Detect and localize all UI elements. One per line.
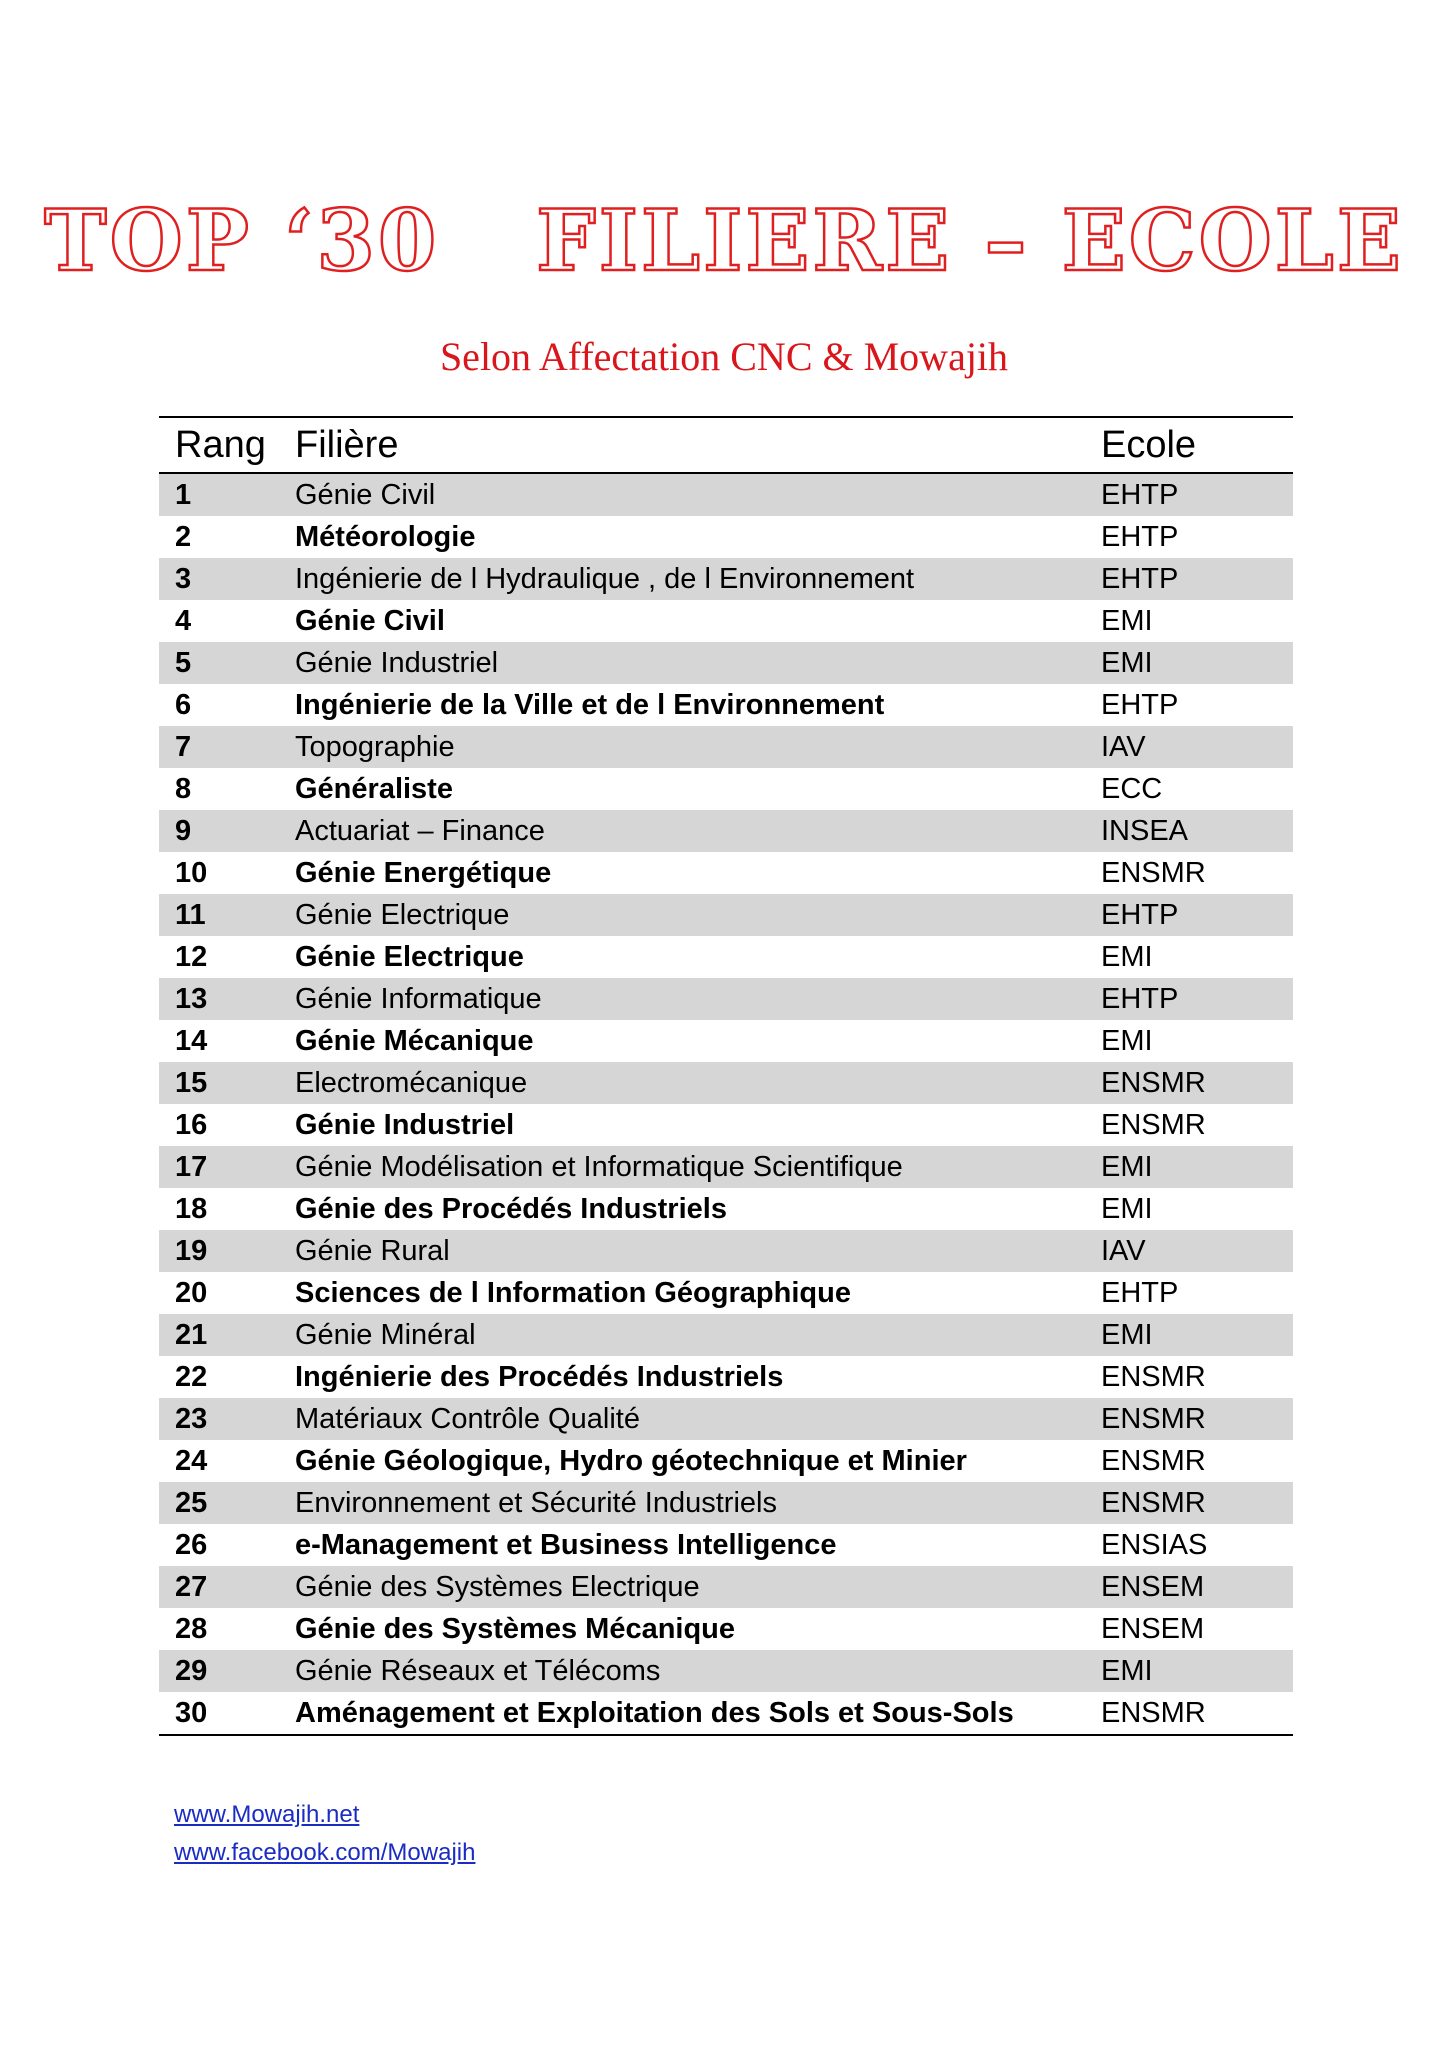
table-row [159, 1104, 1293, 1146]
website-link[interactable]: www.Mowajih.net [174, 1801, 360, 1828]
rank-cell: 30 [175, 1696, 208, 1729]
facebook-link[interactable]: www.facebook.com/Mowajih [174, 1839, 476, 1866]
rank-cell: 17 [175, 1150, 208, 1183]
ecole-cell: EMI [1101, 1024, 1153, 1057]
rank-cell: 6 [175, 688, 192, 721]
ecole-cell: EHTP [1101, 478, 1179, 511]
rank-cell: 18 [175, 1192, 208, 1225]
rank-cell: 9 [175, 814, 192, 847]
ecole-cell: ENSMR [1101, 1696, 1206, 1729]
ecole-cell: IAV [1101, 730, 1146, 763]
filiere-cell: Génie Electrique [295, 940, 524, 973]
filiere-cell: Génie Civil [295, 478, 436, 511]
table-row [159, 1524, 1293, 1566]
table-body [159, 474, 1293, 1734]
table-row [159, 1608, 1293, 1650]
rank-cell: 22 [175, 1360, 208, 1393]
table-row [159, 1650, 1293, 1692]
ecole-cell: EHTP [1101, 982, 1179, 1015]
rank-cell: 1 [175, 478, 192, 511]
ecole-cell: ENSMR [1101, 1402, 1206, 1435]
rank-cell: 23 [175, 1402, 208, 1435]
ecole-cell: EMI [1101, 646, 1153, 679]
table-row [159, 894, 1293, 936]
filiere-cell: Météorologie [295, 520, 476, 553]
rank-cell: 14 [175, 1024, 208, 1057]
table-row [159, 726, 1293, 768]
rank-cell: 21 [175, 1318, 208, 1351]
filiere-cell: Génie des Procédés Industriels [295, 1192, 727, 1225]
table-row [159, 1230, 1293, 1272]
table-row [159, 1482, 1293, 1524]
filiere-cell: Génie Géologique, Hydro géotechnique et Minier [295, 1444, 967, 1477]
rank-cell: 26 [175, 1528, 208, 1561]
ecole-cell: ENSMR [1101, 1360, 1206, 1393]
table-header [159, 418, 1293, 474]
filiere-cell: Génie des Systèmes Mécanique [295, 1612, 736, 1645]
ecole-cell: EMI [1101, 1192, 1153, 1225]
table-row [159, 558, 1293, 600]
table-row [159, 810, 1293, 852]
rank-cell: 28 [175, 1612, 208, 1645]
rank-cell: 16 [175, 1108, 208, 1141]
rank-cell: 20 [175, 1276, 208, 1309]
filiere-cell: Génie Rural [295, 1234, 450, 1267]
ecole-cell: IAV [1101, 1234, 1146, 1267]
filiere-cell: Sciences de l Information Géographique [295, 1276, 851, 1309]
page-subtitle: Selon Affectation CNC & Mowajih [439, 334, 1009, 379]
ecole-cell: EHTP [1101, 898, 1179, 931]
ecole-cell: EHTP [1101, 520, 1179, 553]
rank-cell: 13 [175, 982, 208, 1015]
filiere-cell: Ingénierie de la Ville et de l Environnement [295, 688, 885, 721]
table-row [159, 1692, 1293, 1734]
rank-cell: 7 [175, 730, 192, 763]
ecole-cell: ENSMR [1101, 1444, 1206, 1477]
ecole-cell: ENSMR [1101, 856, 1206, 889]
table-row [159, 1020, 1293, 1062]
table-row [159, 852, 1293, 894]
filiere-cell: Génie Civil [295, 604, 445, 637]
filiere-cell: Génie Réseaux et Télécoms [295, 1654, 661, 1687]
table-row [159, 1188, 1293, 1230]
filiere-cell: Génie Electrique [295, 898, 510, 931]
table-row [159, 1062, 1293, 1104]
table-row [159, 684, 1293, 726]
rank-cell: 24 [175, 1444, 208, 1477]
filiere-cell: e-Management et Business Intelligence [295, 1528, 837, 1561]
ecole-cell: ENSEM [1101, 1570, 1205, 1603]
ecole-cell: ENSIAS [1101, 1528, 1208, 1561]
ecole-cell: ECC [1101, 772, 1163, 805]
filiere-cell: Génie Mécanique [295, 1024, 534, 1057]
table-row [159, 642, 1293, 684]
rank-cell: 15 [175, 1066, 208, 1099]
ecole-cell: EMI [1101, 1654, 1153, 1687]
rank-cell: 5 [175, 646, 192, 679]
filiere-cell: Actuariat – Finance [295, 814, 545, 847]
table-row [159, 768, 1293, 810]
table-row [159, 936, 1293, 978]
ecole-cell: ENSEM [1101, 1612, 1205, 1645]
filiere-cell: Electromécanique [295, 1066, 528, 1099]
rank-cell: 4 [175, 604, 192, 637]
table-row [159, 1356, 1293, 1398]
table-row [159, 978, 1293, 1020]
header-filiere: Filière [295, 423, 399, 466]
rank-cell: 2 [175, 520, 192, 553]
page-title: TOP ‘30 FILIERE – ECOLE [44, 191, 1404, 290]
table-row [159, 1440, 1293, 1482]
ecole-cell: EMI [1101, 1318, 1153, 1351]
filiere-cell: Topographie [295, 730, 455, 763]
filiere-cell: Génie Minéral [295, 1318, 476, 1351]
table-row [159, 1398, 1293, 1440]
rank-cell: 29 [175, 1654, 208, 1687]
table-row [159, 474, 1293, 516]
filiere-cell: Génie Informatique [295, 982, 542, 1015]
rank-cell: 27 [175, 1570, 208, 1603]
rank-cell: 12 [175, 940, 208, 973]
table-row [159, 600, 1293, 642]
table-row [159, 1272, 1293, 1314]
filiere-cell: Génie Industriel [295, 646, 499, 679]
filiere-cell: Génie Modélisation et Informatique Scientifique [295, 1150, 903, 1183]
filiere-cell: Génie des Systèmes Electrique [295, 1570, 700, 1603]
table-row [159, 516, 1293, 558]
footer-links [174, 1796, 475, 1872]
filiere-cell: Génie Energétique [295, 856, 552, 889]
ecole-cell: EHTP [1101, 1276, 1179, 1309]
ecole-cell: ENSMR [1101, 1486, 1206, 1519]
ecole-cell: EMI [1101, 940, 1153, 973]
ecole-cell: INSEA [1101, 814, 1189, 847]
ranking-table [159, 416, 1293, 1736]
ecole-cell: ENSMR [1101, 1066, 1206, 1099]
filiere-cell: Ingénierie des Procédés Industriels [295, 1360, 784, 1393]
filiere-cell: Ingénierie de l Hydraulique , de l Environnement [295, 562, 915, 595]
ecole-cell: EMI [1101, 604, 1153, 637]
filiere-cell: Matériaux Contrôle Qualité [295, 1402, 640, 1435]
filiere-cell: Environnement et Sécurité Industriels [295, 1486, 777, 1519]
table-row [159, 1314, 1293, 1356]
table-row [159, 1146, 1293, 1188]
ecole-cell: EMI [1101, 1150, 1153, 1183]
header-rank: Rang [175, 423, 266, 466]
header-ecole: Ecole [1101, 423, 1197, 466]
ecole-cell: EHTP [1101, 562, 1179, 595]
rank-cell: 19 [175, 1234, 208, 1267]
rank-cell: 3 [175, 562, 192, 595]
table-row [159, 1566, 1293, 1608]
filiere-cell: Aménagement et Exploitation des Sols et Sous-Sols [295, 1696, 1014, 1729]
rank-cell: 10 [175, 856, 208, 889]
filiere-cell: Généraliste [295, 772, 453, 805]
rank-cell: 8 [175, 772, 192, 805]
ecole-cell: ENSMR [1101, 1108, 1206, 1141]
rank-cell: 25 [175, 1486, 208, 1519]
ecole-cell: EHTP [1101, 688, 1179, 721]
filiere-cell: Génie Industriel [295, 1108, 515, 1141]
rank-cell: 11 [175, 898, 206, 931]
